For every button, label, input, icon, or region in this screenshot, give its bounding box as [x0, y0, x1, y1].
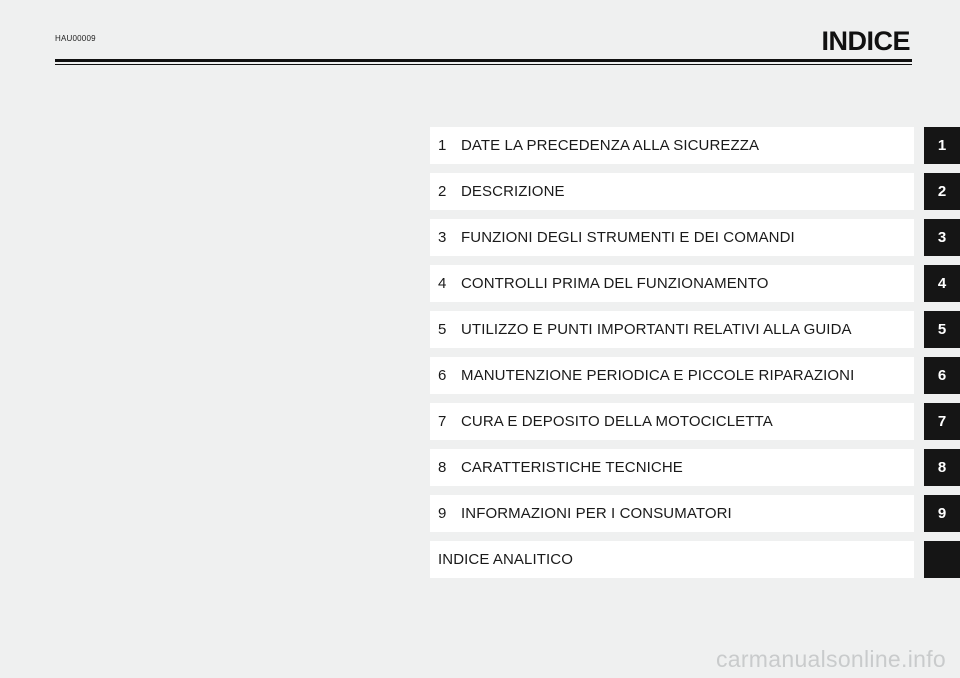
- toc-entry-label: MANUTENZIONE PERIODICA E PICCOLE RIPARAZIONI: [461, 367, 855, 384]
- toc-row-1: [430, 127, 960, 164]
- toc-entry-label: CURA E DEPOSITO DELLA MOTOCICLETTA: [461, 413, 773, 430]
- header-rule-thin: [55, 64, 912, 65]
- doc-code: HAU00009: [55, 34, 96, 43]
- toc-row-7: [430, 403, 960, 440]
- toc-entry-number: 1: [438, 137, 447, 154]
- toc-row-6: [430, 357, 960, 394]
- toc-entry-3[interactable]: [430, 219, 914, 256]
- toc-entry-number: 2: [438, 183, 447, 200]
- toc-entry-number: 7: [438, 413, 447, 430]
- toc-entry-number: 6: [438, 367, 447, 384]
- toc-entry-8[interactable]: [430, 449, 914, 486]
- chapter-tab-8[interactable]: 8: [924, 449, 960, 486]
- chapter-tab-3[interactable]: 3: [924, 219, 960, 256]
- toc-entry-7[interactable]: [430, 403, 914, 440]
- toc-entry-number: 5: [438, 321, 447, 338]
- chapter-tab-2[interactable]: 2: [924, 173, 960, 210]
- toc-row-9: [430, 495, 960, 532]
- header-rule-thick: [55, 59, 912, 62]
- toc-entry-number: 3: [438, 229, 447, 246]
- toc-entry-9[interactable]: [430, 495, 914, 532]
- toc-entry-5[interactable]: [430, 311, 914, 348]
- toc-entry-number: 4: [438, 275, 447, 292]
- toc-row-3: [430, 219, 960, 256]
- toc-row-8: [430, 449, 960, 486]
- chapter-tab-9[interactable]: 9: [924, 495, 960, 532]
- toc-entry-label: INDICE ANALITICO: [438, 551, 573, 568]
- toc-entry-label: CARATTERISTICHE TECNICHE: [461, 459, 683, 476]
- toc-entry-label: DESCRIZIONE: [461, 183, 565, 200]
- page-title: INDICE: [821, 26, 910, 56]
- toc-entry-number: 8: [438, 459, 447, 476]
- toc-entry-label: DATE LA PRECEDENZA ALLA SICUREZZA: [461, 137, 760, 154]
- chapter-tab-1[interactable]: 1: [924, 127, 960, 164]
- toc-row-4: [430, 265, 960, 302]
- chapter-tab-index[interactable]: [924, 541, 960, 578]
- toc-entry-1[interactable]: [430, 127, 914, 164]
- chapter-tab-6[interactable]: 6: [924, 357, 960, 394]
- toc-entry-label: FUNZIONI DEGLI STRUMENTI E DEI COMANDI: [461, 229, 795, 246]
- chapter-tab-5[interactable]: 5: [924, 311, 960, 348]
- table-of-contents: [430, 127, 960, 587]
- chapter-tab-7[interactable]: 7: [924, 403, 960, 440]
- toc-row-2: [430, 173, 960, 210]
- toc-entry-4[interactable]: [430, 265, 914, 302]
- toc-entry-number: 9: [438, 505, 447, 522]
- toc-entry-2[interactable]: [430, 173, 914, 210]
- toc-entry-label: UTILIZZO E PUNTI IMPORTANTI RELATIVI ALLA GUIDA: [461, 321, 852, 338]
- toc-row-5: [430, 311, 960, 348]
- toc-entry-6[interactable]: [430, 357, 914, 394]
- toc-entry-label: INFORMAZIONI PER I CONSUMATORI: [461, 505, 732, 522]
- toc-row-index: [430, 541, 960, 578]
- toc-entry-index[interactable]: [430, 541, 914, 578]
- toc-entry-label: CONTROLLI PRIMA DEL FUNZIONAMENTO: [461, 275, 769, 292]
- chapter-tab-4[interactable]: 4: [924, 265, 960, 302]
- watermark-text: carmanualsonline.info: [715, 646, 946, 672]
